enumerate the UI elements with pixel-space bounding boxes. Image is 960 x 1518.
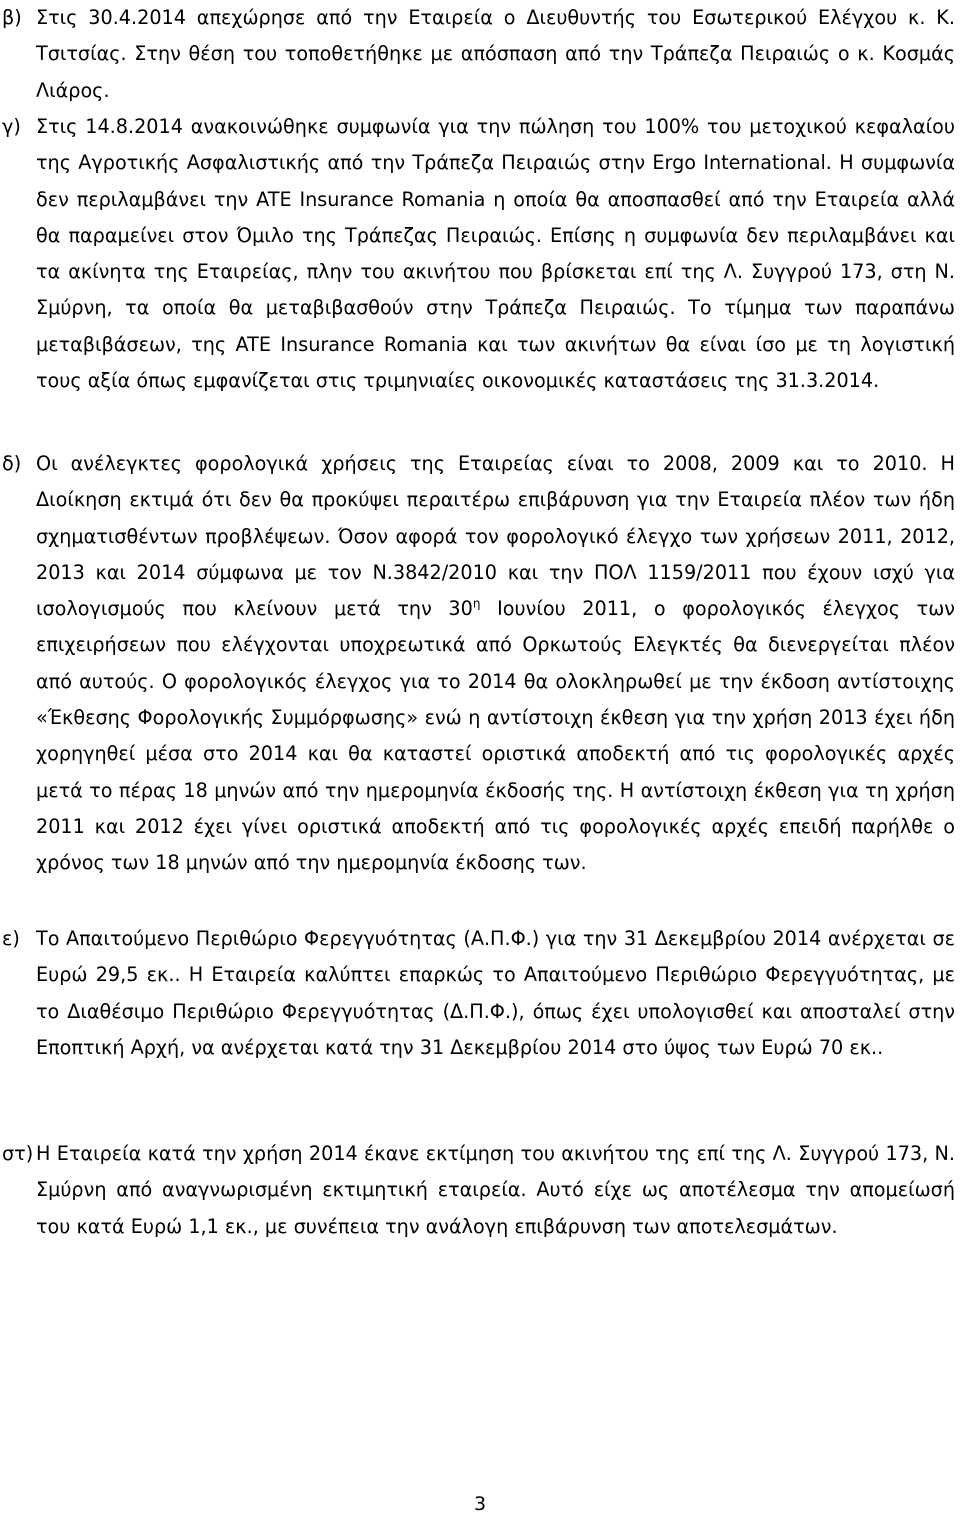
- paragraph-text-part-1: Οι ανέλεγκτες φορολογικά χρήσεις της Εταιρείας είναι το 2008, 2009 και το 2010. Η Διοίκηση εκτιμά ότι δεν θα προκύψει περαιτέρω επιβάρυνση για την Εταιρεία πλέον των ήδη σχηματισθέντων προβλέψεων. Όσον αφορά τον φορολογικό έλεγχο των χρήσεων 2011, 2012, 2013 και 2014 σύμφωνα με τον Ν.3842/2010 και την ΠΟΛ 1159/2011 που έχουν ισχύ για ισολογισμούς που κλείνουν μετά την 30: [36, 452, 955, 621]
- paragraph-text: Στις 30.4.2014 απεχώρησε από την Εταιρεία ο Διευθυντής του Εσωτερικού Ελέγχου κ. Κ. Τσιτσίας. Στην θέση του τοποθετήθηκε με απόσπαση από την Τράπεζα Πειραιώς ο κ. Κοσμάς Λιάρος.: [36, 6, 955, 102]
- paragraph-text: Στις 14.8.2014 ανακοινώθηκε συμφωνία για την πώληση του 100% του μετοχικού κεφαλαίου της Αγροτικής Ασφαλιστικής από την Τράπεζα Πειραιώς στην Ergo International. Η συμφωνία δεν περιλαμβάνει την ATE Insurance Romania η οποία θα αποσπασθεί από την Εταιρεία αλλά θα παραμείνει στον Όμιλο της Τράπεζας Πειραιώς. Επίσης η συμφωνία δεν περιλαμβάνει και τα ακίνητα της Εταιρείας, πλην του ακινήτου που βρίσκεται επί της Λ. Συγγρού 173, στη Ν. Σμύρνη, τα οποία θα μεταβιβασθούν στην Τράπεζα Πειραιώς. Το τίμημα των παραπάνω μεταβιβάσεων, της ATE Insurance Romania και των ακινήτων θα είναι ίσο με τη λογιστική τους αξία όπως εμφανίζεται στις τριμηνιαίες οικονομικές καταστάσεις της 31.3.2014.: [36, 115, 955, 393]
- paragraph-marker: γ): [2, 115, 21, 138]
- page-number: 3: [473, 1493, 487, 1515]
- paragraph-marker: β): [2, 6, 22, 29]
- paragraph-text-part-2: Ιουνίου 2011, ο φορολογικός έλεγχος των επιχειρήσεων που ελέγχονται υποχρεωτικά από Ορκωτούς Ελεγκτές θα διενεργείται πλέον από αυτούς. Ο φορολογικός έλεγχος για το 2014 θα ολοκληρωθεί με την έκδοση αντίστοιχης «Έκθεσης Φορολογικής Συμμόρφωσης» ενώ η αντίστοιχη έκθεση για την χρήση 2013 έχει ήδη χορηγηθεί μέσα στο 2014 και θα καταστεί οριστικά αποδεκτή από τις φορολογικές αρχές μετά το πέρας 18 μηνών από την ημερομηνία έκδοσής της. Η αντίστοιχη έκθεση για τη χρήση 2011 και 2012 έχει γίνει οριστικά αποδεκτή από τις φορολογικές αρχές επειδή παρήλθε ο χρόνος των 18 μηνών από την ημερομηνία έκδοσης των.: [36, 597, 955, 875]
- superscript: η: [472, 596, 481, 611]
- paragraph-marker: δ): [2, 452, 22, 475]
- paragraph-marker: ε): [2, 927, 20, 950]
- paragraph-text: Η Εταιρεία κατά την χρήση 2014 έκανε εκτίμηση του ακινήτου της επί της Λ. Συγγρού 173, Ν. Σμύρνη από αναγνωρισμένη εκτιμητική εταιρεία. Αυτό είχε ως αποτέλεσμα την απομείωσή του κατά Ευρώ 1,1 εκ., με συνέπεια την ανάλογη επιβάρυνση των αποτελεσμάτων.: [36, 1142, 955, 1238]
- paragraph-text: [36, 446, 955, 882]
- paragraph-marker: στ): [2, 1142, 34, 1165]
- paragraph-text: Το Απαιτούμενο Περιθώριο Φερεγγυότητας (Α.Π.Φ.) για την 31 Δεκεμβρίου 2014 ανέρχεται σε Ευρώ 29,5 εκ.. Η Εταιρεία καλύπτει επαρκώς το Απαιτούμενο Περιθώριο Φερεγγυότητας, με το Διαθέσιμο Περιθώριο Φερεγγυότητας (Δ.Π.Φ.), όπως έχει υπολογισθεί και αποσταλεί στην Εποπτική Αρχή, να ανέρχεται κατά την 31 Δεκεμβρίου 2014 στο ύψος των Ευρώ 70 εκ..: [36, 927, 955, 1059]
